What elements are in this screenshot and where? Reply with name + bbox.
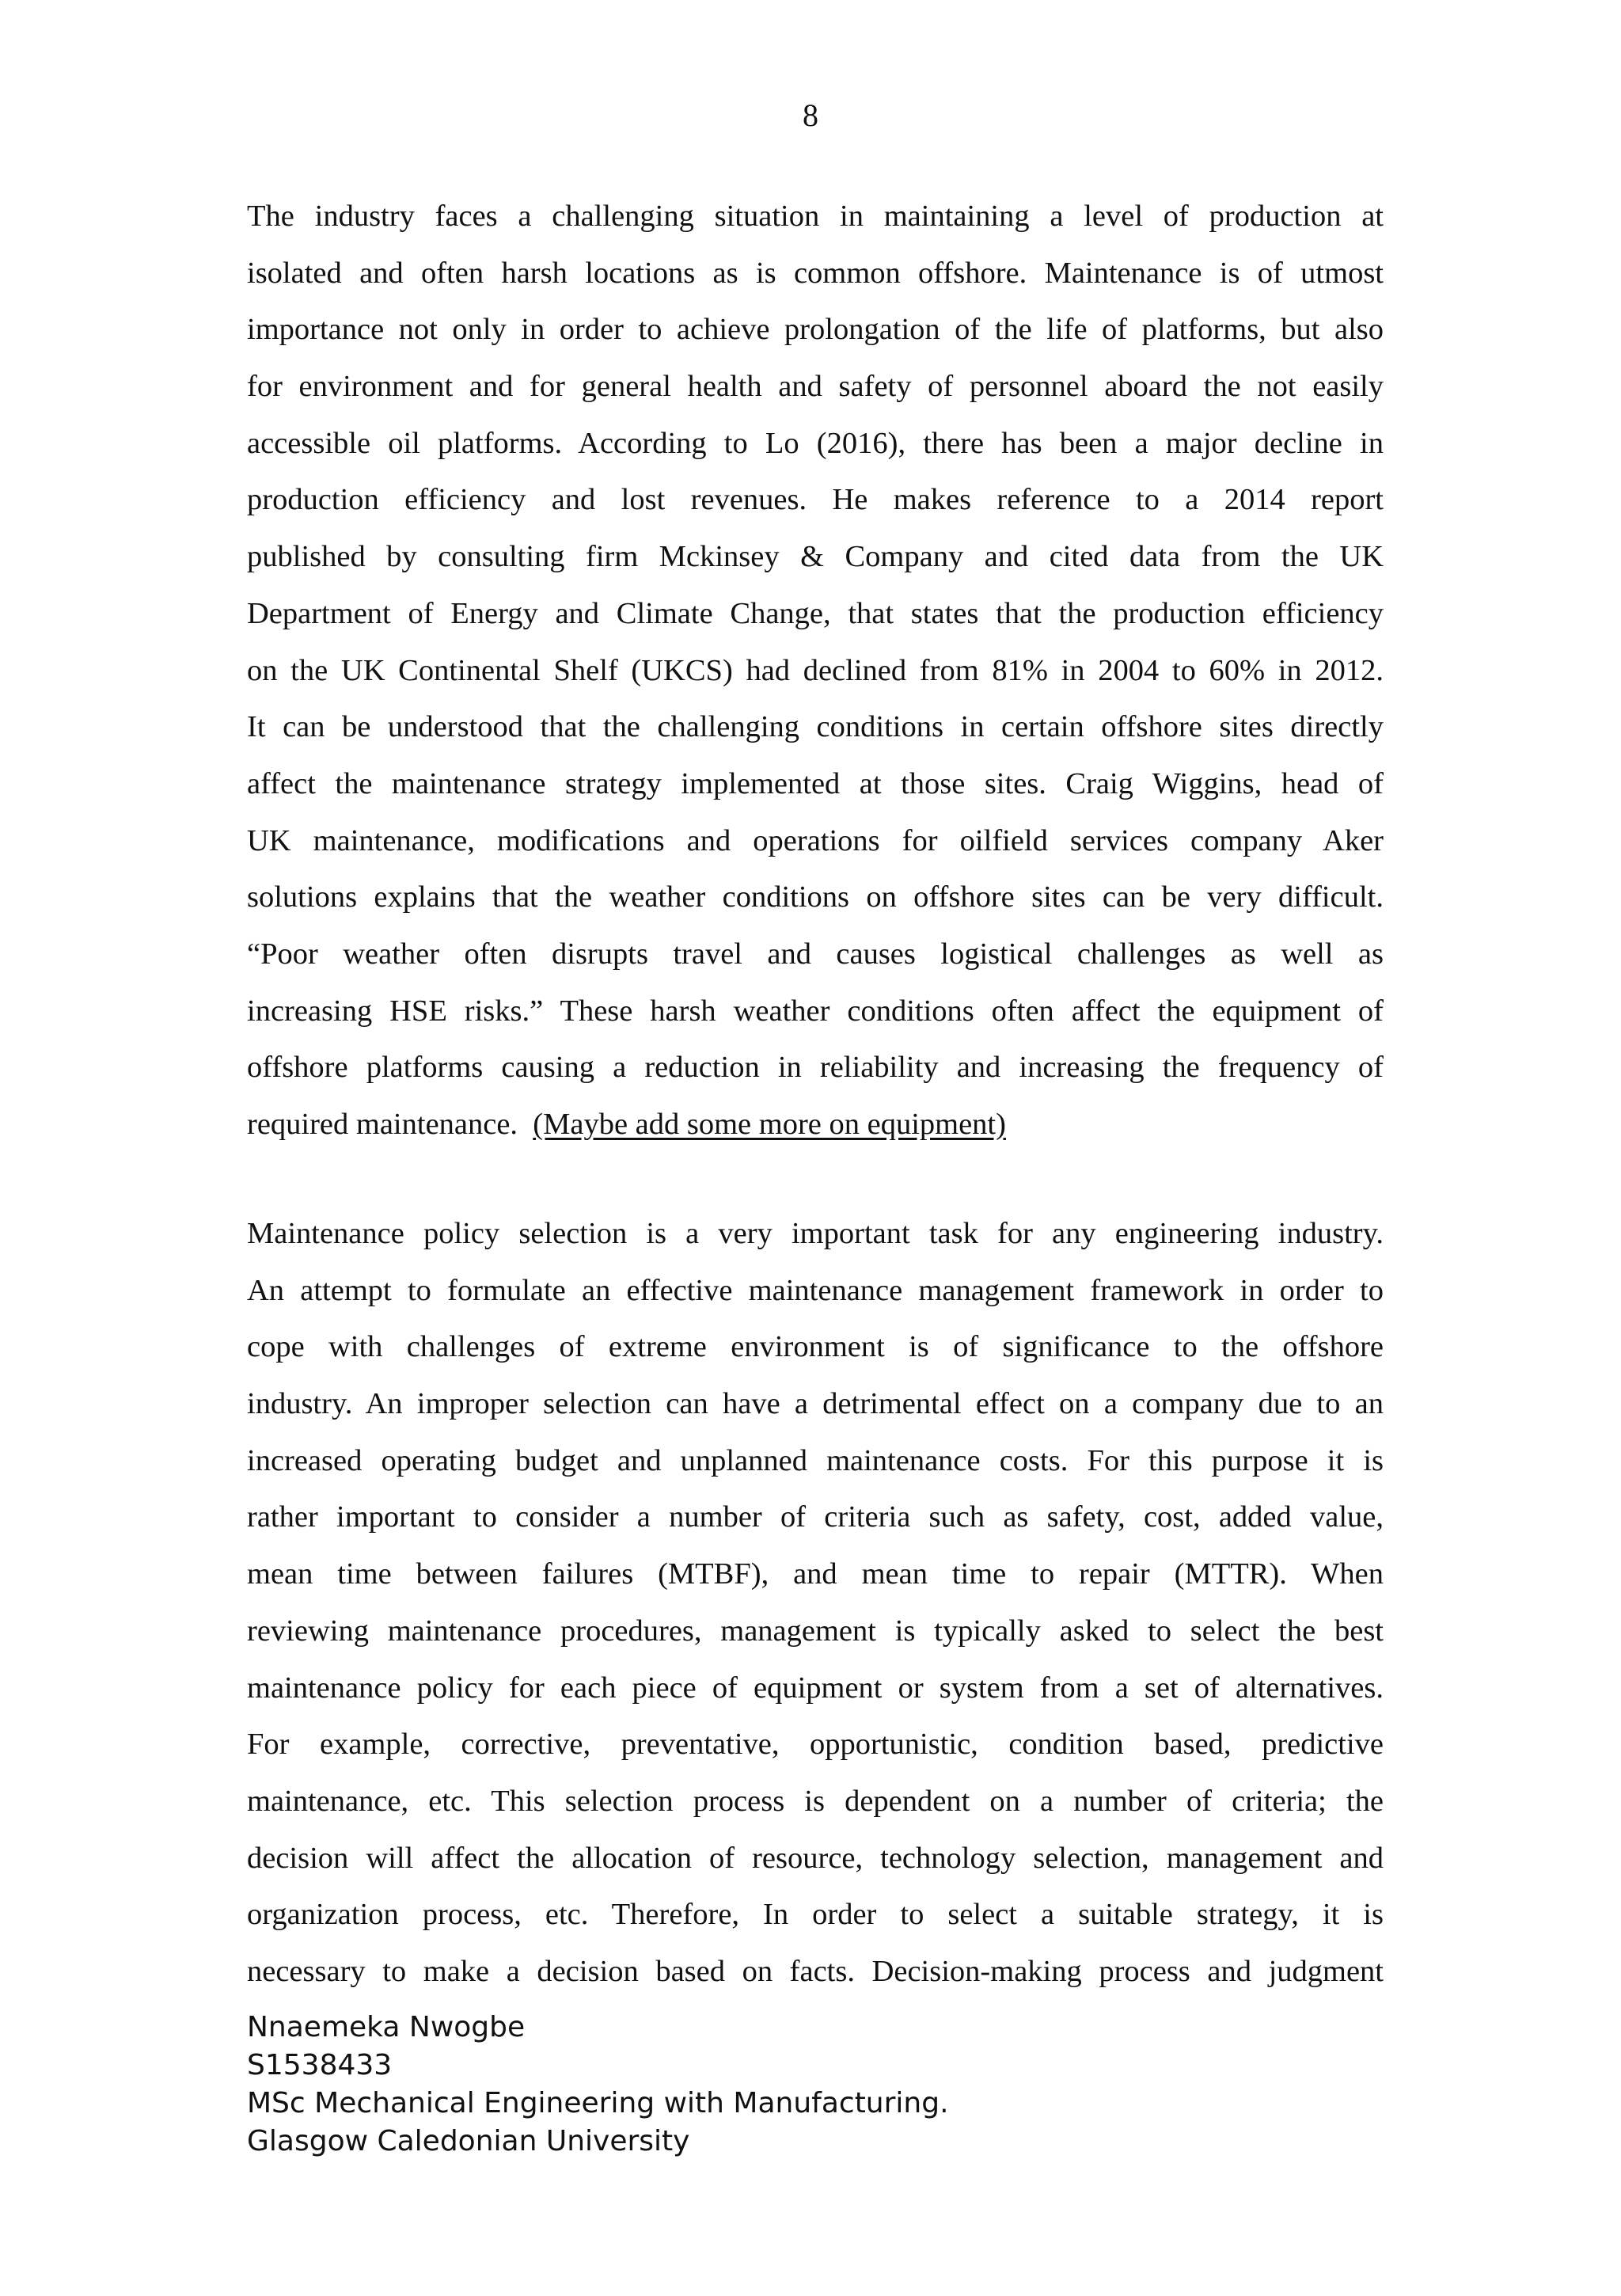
footer-author: Nnaemeka Nwogbe [247, 2011, 526, 2043]
text-line: published by consulting firm Mckinsey & Company and cited data from the UK [247, 540, 1384, 574]
text-line: maintenance policy for each piece of equipment or system from a set of alternatives. [247, 1671, 1384, 1705]
text-line: decision will affect the allocation of resource, technology selection, management and [247, 1841, 1384, 1875]
text-line: reviewing maintenance procedures, management is typically asked to select the best [247, 1614, 1384, 1648]
text-line: offshore platforms causing a reduction in reliability and increasing the frequency of [247, 1051, 1384, 1085]
footer-university: Glasgow Caledonian University [247, 2125, 690, 2157]
text-line: The industry faces a challenging situation in maintaining a level of production at [247, 200, 1384, 233]
text-line: importance not only in order to achieve prolongation of the life of platforms, but also [247, 313, 1384, 347]
footer-programme: MSc Mechanical Engineering with Manufacturing. [247, 2087, 949, 2119]
paragraph-offshore-challenges [247, 188, 1384, 1154]
footer-student-id: S1538433 [247, 2049, 393, 2081]
text-line: “Poor weather often disrupts travel and causes logistical challenges as well as [247, 937, 1384, 971]
text-line: rather important to consider a number of criteria such as safety, cost, added value, [247, 1500, 1384, 1534]
text-line: isolated and often harsh locations as is common offshore. Maintenance is of utmost [247, 256, 1384, 290]
paragraph-maintenance-policy [247, 1206, 1384, 2001]
text-line: production efficiency and lost revenues. He makes reference to a 2014 report [247, 483, 1384, 517]
text-line: maintenance, etc. This selection process is dependent on a number of criteria; the [247, 1784, 1384, 1818]
text-line: industry. An improper selection can have a detrimental effect on a company due to an [247, 1387, 1384, 1421]
text-line: on the UK Continental Shelf (UKCS) had declined from 81% in 2004 to 60% in 2012. [247, 653, 1384, 687]
text-line: For example, corrective, preventative, opportunistic, condition based, predictive [247, 1728, 1384, 1762]
page-number: 8 [803, 97, 818, 133]
text-line: increasing HSE risks.” These harsh weather conditions often affect the equipment of [247, 994, 1384, 1028]
text-line: for environment and for general health and safety of personnel aboard the not easily [247, 370, 1384, 404]
text-line: solutions explains that the weather conditions on offshore sites can be very difficult. [247, 880, 1384, 914]
text-line: mean time between failures (MTBF), and mean time to repair (MTTR). When [247, 1557, 1384, 1591]
last-line-text: required maintenance. [247, 1108, 518, 1141]
editor-note: (Maybe add some more on equipment) [533, 1108, 1006, 1141]
text-line: Department of Energy and Climate Change, that states that the production efficiency [247, 596, 1384, 630]
text-line: It can be understood that the challenging conditions in certain offshore sites directly [247, 710, 1384, 744]
text-line: increased operating budget and unplanned maintenance costs. For this purpose it is [247, 1443, 1384, 1477]
page-footer [247, 2009, 949, 2161]
text-line: necessary to make a decision based on facts. Decision-making process and judgment [247, 1954, 1384, 1988]
text-line-last [247, 1097, 1384, 1154]
text-line: Maintenance policy selection is a very important task for any engineering industry. [247, 1217, 1384, 1250]
text-line: cope with challenges of extreme environment is of significance to the offshore [247, 1330, 1384, 1364]
text-line: organization process, etc. Therefore, In order to select a suitable strategy, it is [247, 1898, 1384, 1932]
text-line: An attempt to formulate an effective maintenance management framework in order to [247, 1273, 1384, 1307]
text-line: affect the maintenance strategy implemented at those sites. Craig Wiggins, head of [247, 766, 1384, 800]
text-line: accessible oil platforms. According to Lo (2016), there has been a major decline in [247, 426, 1384, 460]
text-line: UK maintenance, modifications and operations for oilfield services company Aker [247, 823, 1384, 857]
